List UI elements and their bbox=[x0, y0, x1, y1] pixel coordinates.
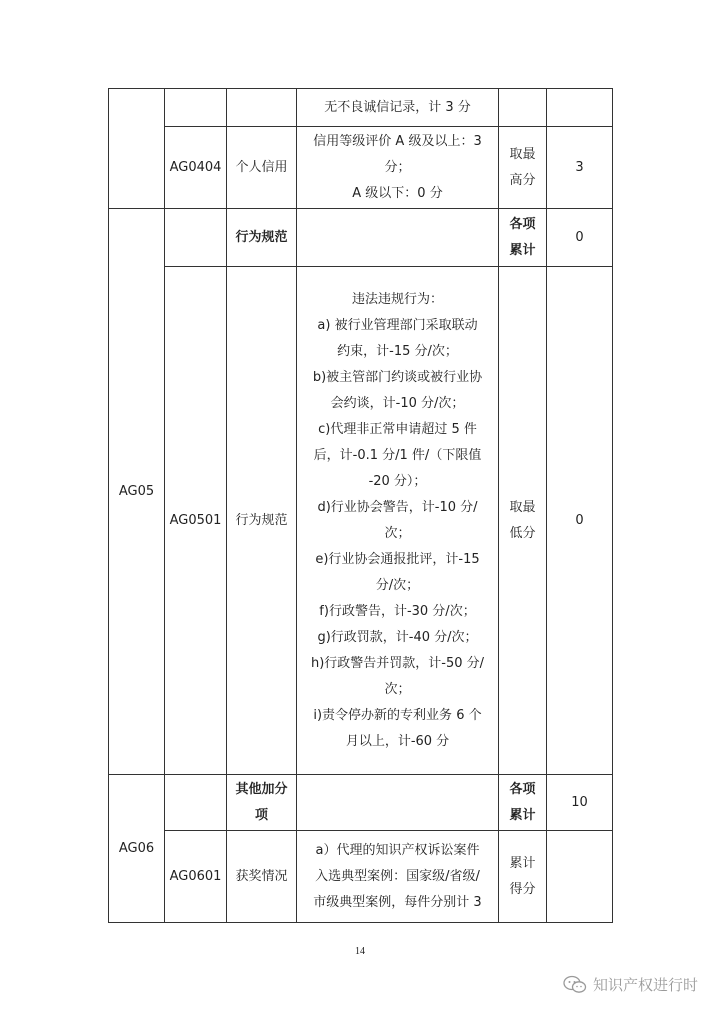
scoring-table bbox=[108, 88, 613, 923]
code-cell bbox=[165, 209, 227, 267]
method-cell bbox=[499, 831, 547, 923]
score-cell: 10 bbox=[547, 775, 613, 831]
method-cell bbox=[499, 127, 547, 209]
content-cell bbox=[297, 127, 499, 209]
content-line: 入选典型案例：国家级/省级/ bbox=[315, 868, 480, 884]
page-number: 14 bbox=[355, 946, 365, 957]
content-line: c)代理非正常申请超过 5 件 bbox=[318, 421, 477, 437]
table-row bbox=[109, 89, 613, 127]
group-cell: AG05 bbox=[109, 209, 165, 775]
table-row bbox=[109, 127, 613, 209]
code-cell: AG0601 bbox=[165, 831, 227, 923]
code-cell bbox=[165, 775, 227, 831]
method-line: 高分 bbox=[509, 172, 536, 188]
method-cell bbox=[499, 89, 547, 127]
content-line: a）代理的知识产权诉讼案件 bbox=[315, 842, 480, 858]
group-cell: AG06 bbox=[109, 775, 165, 923]
method-line: 得分 bbox=[509, 881, 536, 897]
table-row bbox=[109, 775, 613, 831]
content-line: 约束，计-15 分/次； bbox=[337, 343, 458, 359]
score-cell: 0 bbox=[547, 209, 613, 267]
content-cell: 无不良诚信记录，计 3 分 bbox=[297, 89, 499, 127]
content-line: 后，计-0.1 分/1 件/（下限值 bbox=[313, 447, 482, 463]
name-cell: 获奖情况 bbox=[227, 831, 297, 923]
name-line: 项 bbox=[254, 807, 268, 823]
content-line: a) 被行业管理部门采取联动 bbox=[317, 317, 478, 333]
content-line: b)被主管部门约谈或被行业协 bbox=[312, 369, 483, 385]
content-cell bbox=[297, 831, 499, 923]
content-line: 违法违规行为： bbox=[351, 291, 443, 307]
method-line: 各项 bbox=[509, 781, 536, 797]
name-cell: 个人信用 bbox=[227, 127, 297, 209]
method-cell bbox=[499, 267, 547, 775]
watermark-text: 知识产权进行时 bbox=[592, 976, 698, 994]
content-line: A 级以下：0 分 bbox=[352, 185, 443, 201]
content-line: f)行政警告，计-30 分/次； bbox=[319, 603, 476, 619]
name-cell: 行为规范 bbox=[227, 209, 297, 267]
watermark bbox=[563, 974, 698, 995]
table-row bbox=[109, 209, 613, 267]
content-line: 分/次； bbox=[375, 577, 420, 593]
score-cell: 0 bbox=[547, 267, 613, 775]
content-line: 次； bbox=[384, 681, 411, 697]
table-row bbox=[109, 831, 613, 923]
content-line: i)责令停办新的专利业务 6 个 bbox=[313, 707, 482, 723]
content-line: 信用等级评价 A 级及以上：3 bbox=[313, 133, 482, 149]
name-cell bbox=[227, 775, 297, 831]
content-cell bbox=[297, 267, 499, 775]
content-line: 会约谈，计-10 分/次； bbox=[330, 395, 465, 411]
name-line: 其他加分 bbox=[235, 781, 288, 797]
content-line: 次； bbox=[384, 525, 411, 541]
group-cell bbox=[109, 89, 165, 209]
content-line: 分； bbox=[384, 159, 411, 175]
content-line: h)行政警告并罚款，计-50 分/ bbox=[310, 655, 485, 671]
method-line: 取最 bbox=[509, 499, 536, 515]
method-line: 累计 bbox=[509, 807, 536, 823]
content-cell bbox=[297, 209, 499, 267]
score-cell bbox=[547, 831, 613, 923]
score-cell bbox=[547, 89, 613, 127]
method-line: 取最 bbox=[509, 146, 536, 162]
content-line: 市级典型案例，每件分别计 3 bbox=[313, 894, 482, 910]
content-line: 月以上，计-60 分 bbox=[345, 733, 450, 749]
code-cell: AG0501 bbox=[165, 267, 227, 775]
method-line: 各项 bbox=[509, 216, 536, 232]
content-line: -20 分）； bbox=[368, 473, 427, 489]
method-cell bbox=[499, 209, 547, 267]
content-line: d)行业协会警告，计-10 分/ bbox=[317, 499, 478, 515]
score-cell: 3 bbox=[547, 127, 613, 209]
content-cell bbox=[297, 775, 499, 831]
method-cell bbox=[499, 775, 547, 831]
code-cell: AG0404 bbox=[165, 127, 227, 209]
code-cell bbox=[165, 89, 227, 127]
wechat-icon bbox=[563, 975, 587, 995]
table-row bbox=[109, 267, 613, 775]
method-line: 累计 bbox=[509, 855, 536, 871]
name-cell: 行为规范 bbox=[227, 267, 297, 775]
method-line: 累计 bbox=[509, 242, 536, 258]
method-line: 低分 bbox=[509, 525, 536, 541]
name-cell bbox=[227, 89, 297, 127]
content-line: g)行政罚款，计-40 分/次； bbox=[317, 629, 478, 645]
content-line: e)行业协会通报批评，计-15 bbox=[315, 551, 480, 567]
